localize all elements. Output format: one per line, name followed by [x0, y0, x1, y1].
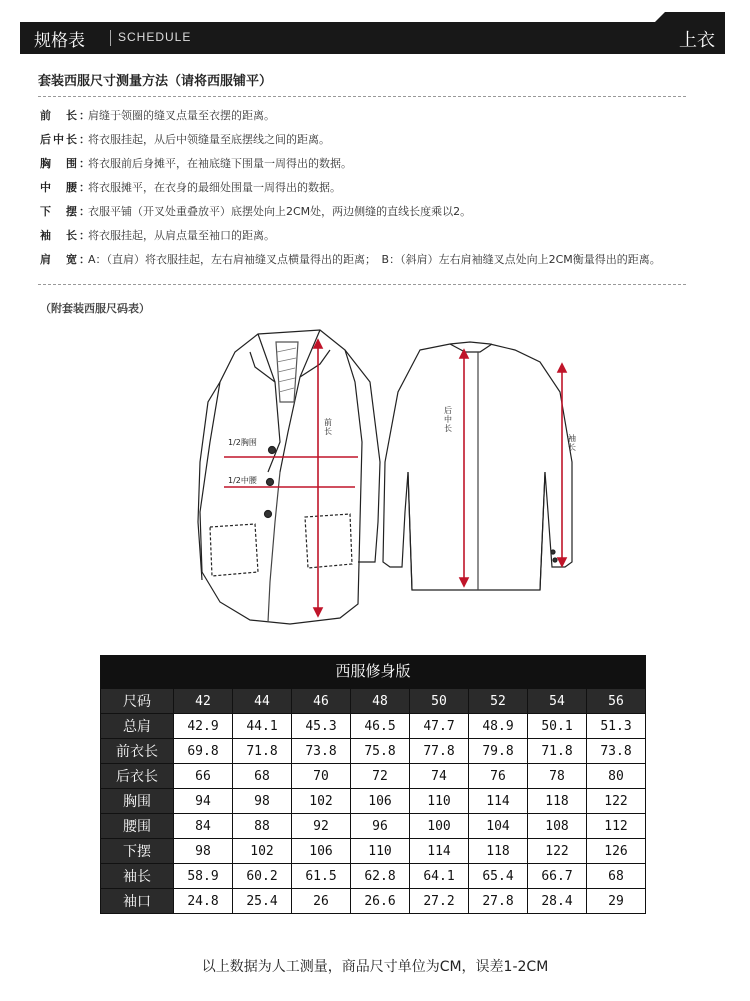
measurement-note: 以上数据为人工测量，商品尺寸单位为CM，误差1-2CM [201, 959, 549, 975]
table-row [101, 764, 646, 789]
table-cell: 84 [174, 814, 233, 839]
header-banner [20, 22, 725, 54]
rule-text: A：（直肩）将衣服挂起，左右肩袖缝叉点横量得出的距离； B：（斜肩）左右肩袖缝叉点处向上2CM衡量得出的距离。 [88, 253, 661, 266]
table-cell: 50.1 [528, 714, 587, 739]
row-label: 尺码 [101, 689, 174, 714]
table-cell: 77.8 [410, 739, 469, 764]
row-label: 腰围 [101, 814, 174, 839]
rule-item [40, 154, 710, 178]
divider [38, 96, 686, 97]
rule-text: 衣服平铺（开叉处重叠放平）底摆处向上2CM处，两边侧缝的直线长度乘以2。 [88, 205, 472, 218]
table-row [101, 739, 646, 764]
table-cell: 122 [528, 839, 587, 864]
table-cell: 108 [528, 814, 587, 839]
size-cell: 50 [410, 689, 469, 714]
table-cell: 65.4 [469, 864, 528, 889]
table-cell: 102 [292, 789, 351, 814]
size-cell: 52 [469, 689, 528, 714]
row-label: 下摆 [101, 839, 174, 864]
table-cell: 80 [587, 764, 646, 789]
size-chart-heading: （附套装西服尺码表） [40, 302, 150, 315]
row-label: 袖口 [101, 889, 174, 914]
table-cell: 75.8 [351, 739, 410, 764]
rule-item [40, 130, 710, 154]
rule-label: 肩 宽： [40, 253, 92, 266]
table-caption: 西服修身版 [100, 655, 646, 688]
table-cell: 102 [233, 839, 292, 864]
table-cell: 47.7 [410, 714, 469, 739]
rule-item [40, 250, 710, 274]
sleeve-length-label: 袖 长 [568, 434, 576, 452]
table-cell: 106 [351, 789, 410, 814]
size-cell: 54 [528, 689, 587, 714]
table-cell: 71.8 [233, 739, 292, 764]
table-cell: 118 [469, 839, 528, 864]
table-cell: 112 [587, 814, 646, 839]
rule-label: 后中长： [40, 133, 92, 146]
table-cell: 73.8 [587, 739, 646, 764]
table-cell: 69.8 [174, 739, 233, 764]
row-label: 后衣长 [101, 764, 174, 789]
table-cell: 58.9 [174, 864, 233, 889]
size-cell: 44 [233, 689, 292, 714]
rule-item [40, 202, 710, 226]
rule-item [40, 106, 710, 130]
table-cell: 60.2 [233, 864, 292, 889]
table-cell: 48.9 [469, 714, 528, 739]
table-cell: 62.8 [351, 864, 410, 889]
table-cell: 66 [174, 764, 233, 789]
table-cell: 44.1 [233, 714, 292, 739]
table-cell: 114 [410, 839, 469, 864]
table-cell: 24.8 [174, 889, 233, 914]
row-label: 总肩 [101, 714, 174, 739]
half-waist-label: 1/2中腰 [228, 476, 257, 485]
table-cell: 27.8 [469, 889, 528, 914]
banner-title: 规格表 [34, 31, 85, 51]
rule-label: 胸 围： [40, 157, 92, 170]
table-cell: 122 [587, 789, 646, 814]
table-cell: 96 [351, 814, 410, 839]
half-chest-label: 1/2胸围 [228, 438, 257, 447]
rule-text: 将衣服前后身摊平，在袖底缝下围量一周得出的数据。 [88, 157, 352, 170]
table-row [101, 839, 646, 864]
table-cell: 118 [528, 789, 587, 814]
table-cell: 106 [292, 839, 351, 864]
table-cell: 46.5 [351, 714, 410, 739]
table-cell: 88 [233, 814, 292, 839]
table-cell: 27.2 [410, 889, 469, 914]
table-cell: 98 [233, 789, 292, 814]
banner-category: 上衣 [679, 30, 715, 51]
rule-item [40, 178, 710, 202]
table-cell: 66.7 [528, 864, 587, 889]
table-cell: 110 [410, 789, 469, 814]
table-cell: 104 [469, 814, 528, 839]
table-cell: 110 [351, 839, 410, 864]
size-cell: 46 [292, 689, 351, 714]
table-cell: 100 [410, 814, 469, 839]
table-cell: 26 [292, 889, 351, 914]
back-center-length-label: 后 中 长 [444, 406, 452, 433]
table-cell: 68 [587, 864, 646, 889]
rule-label: 中 腰： [40, 181, 92, 194]
rule-text: 将衣服挂起，从后中领缝量至底摆线之间的距离。 [88, 133, 330, 146]
row-label: 前衣长 [101, 739, 174, 764]
rule-text: 将衣服挂起，从肩点量至袖口的距离。 [88, 229, 275, 242]
jacket-diagram [180, 322, 630, 632]
table-cell: 76 [469, 764, 528, 789]
measurement-rules [40, 106, 710, 274]
rule-label: 前 长： [40, 109, 92, 122]
table-cell: 64.1 [410, 864, 469, 889]
table-cell: 94 [174, 789, 233, 814]
table-row [101, 714, 646, 739]
table-cell: 114 [469, 789, 528, 814]
divider [38, 284, 686, 285]
table-cell: 45.3 [292, 714, 351, 739]
row-label: 袖长 [101, 864, 174, 889]
table-row [101, 789, 646, 814]
method-title: 套装西服尺寸测量方法（请将西服铺平） [38, 74, 273, 89]
rule-label: 袖 长： [40, 229, 92, 242]
table-cell: 92 [292, 814, 351, 839]
front-length-label: 前 长 [324, 418, 332, 436]
banner-separator [110, 30, 111, 46]
size-header-row [101, 689, 646, 714]
table-cell: 29 [587, 889, 646, 914]
table-row [101, 814, 646, 839]
rule-item [40, 226, 710, 250]
table-cell: 78 [528, 764, 587, 789]
table-cell: 98 [174, 839, 233, 864]
table-cell: 74 [410, 764, 469, 789]
table-cell: 51.3 [587, 714, 646, 739]
table-cell: 61.5 [292, 864, 351, 889]
banner-subtitle: SCHEDULE [118, 30, 192, 44]
size-table [100, 655, 646, 914]
table-cell: 25.4 [233, 889, 292, 914]
table-cell: 126 [587, 839, 646, 864]
size-cell: 56 [587, 689, 646, 714]
table-cell: 72 [351, 764, 410, 789]
rule-text: 肩缝于领圈的缝叉点量至衣摆的距离。 [88, 109, 275, 122]
table-row [101, 889, 646, 914]
table-cell: 70 [292, 764, 351, 789]
table-cell: 73.8 [292, 739, 351, 764]
table-cell: 28.4 [528, 889, 587, 914]
table-cell: 26.6 [351, 889, 410, 914]
size-cell: 48 [351, 689, 410, 714]
size-cell: 42 [174, 689, 233, 714]
rule-text: 将衣服摊平，在衣身的最细处围量一周得出的数据。 [88, 181, 341, 194]
table-cell: 42.9 [174, 714, 233, 739]
table-cell: 68 [233, 764, 292, 789]
table-cell: 79.8 [469, 739, 528, 764]
table-cell: 71.8 [528, 739, 587, 764]
table-row [101, 864, 646, 889]
rule-label: 下 摆： [40, 205, 92, 218]
row-label: 胸围 [101, 789, 174, 814]
